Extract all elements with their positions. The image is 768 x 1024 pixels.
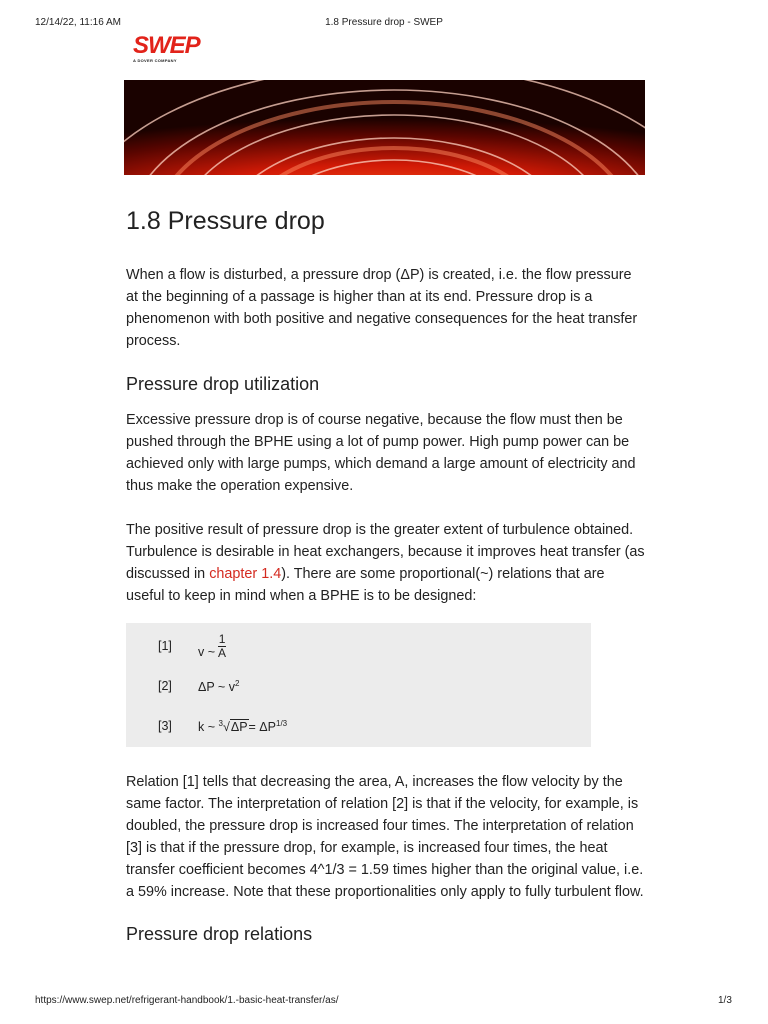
intro-paragraph: When a flow is disturbed, a pressure drop (ΔP) is created, i.e. the flow pressure at the beginning of a passage is higher than at its end. Pressure drop is a phenomenon with both positive and negative consequences for the heat transfer process. xyxy=(126,267,638,349)
formula-number: [3] xyxy=(158,719,172,733)
paragraph-text: The positive result of pressure drop is the greater extent of turbulence obtained. Turbulence is desirable in heat exchangers, because it improves heat transfer (as discussed in xyxy=(126,522,645,582)
logo-tagline: A DOVER COMPANY xyxy=(133,58,177,63)
swep-logo[interactable] xyxy=(133,33,223,65)
formula-box xyxy=(126,623,591,747)
formula-expression xyxy=(198,679,239,694)
page-url: https://www.swep.net/refrigerant-handbook/1.-basic-heat-transfer/as/ xyxy=(35,995,339,1006)
relations-explanation-paragraph: Relation [1] tells that decreasing the area, A, increases the flow velocity by the same factor. The interpretation of relation [2] is that if the velocity, for example, is doubled, the pressure drop is increased four times. The interpretation of relation [3] is that if the pressure drop, for example, is increased four times, the heat transfer coefficient becomes 4^1/3 = 1.59 times higher than the original value, i.e. a 59% increase. Note that these proportionalities only apply to fully turbulent flow. xyxy=(126,774,644,900)
formula-lhs: v ~ xyxy=(198,644,216,659)
radical-sign: √ xyxy=(222,720,230,735)
fraction-denominator: A xyxy=(218,646,227,660)
formula-expression xyxy=(198,719,287,734)
formula-lhs: k ~ xyxy=(198,720,216,735)
hero-banner-image xyxy=(124,80,645,175)
page-number: 1/3 xyxy=(718,995,732,1006)
section-heading-utilization: Pressure drop utilization xyxy=(126,374,320,394)
formula-exponent: 1/3 xyxy=(276,719,288,728)
radicand: ΔP xyxy=(230,720,248,735)
section-heading-relations: Pressure drop relations xyxy=(126,924,313,944)
formula-expression xyxy=(198,632,227,666)
formula-rhs: = ΔP xyxy=(248,720,276,735)
fraction-numerator: 1 xyxy=(218,632,226,646)
print-page-title: 1.8 Pressure drop - SWEP xyxy=(325,17,443,28)
utilization-paragraph-2 xyxy=(126,519,646,607)
fraction xyxy=(218,633,226,660)
formula-base: ΔP ~ v xyxy=(198,680,235,695)
formula-number: [2] xyxy=(158,679,172,693)
page-title: 1.8 Pressure drop xyxy=(126,207,325,235)
root-index: 3 xyxy=(218,719,223,728)
print-date: 12/14/22, 11:16 AM xyxy=(35,17,121,28)
chapter-link[interactable]: chapter 1.4 xyxy=(209,566,282,582)
utilization-paragraph-1: Excessive pressure drop is of course negative, because the flow must then be pushed through the BPHE using a lot of pump power. High pump power can be achieved only with large pumps, which demand a large amount of electricity and thus make the operation expensive. xyxy=(126,412,636,494)
paragraph-text: ). There are some proportional(~) relations that are useful to keep in mind when a BPHE is to be designed: xyxy=(126,566,605,604)
logo-wordmark: SWEP xyxy=(133,32,200,59)
formula-number: [1] xyxy=(158,639,172,653)
article-content xyxy=(126,200,646,947)
formula-exponent: 2 xyxy=(234,679,240,688)
